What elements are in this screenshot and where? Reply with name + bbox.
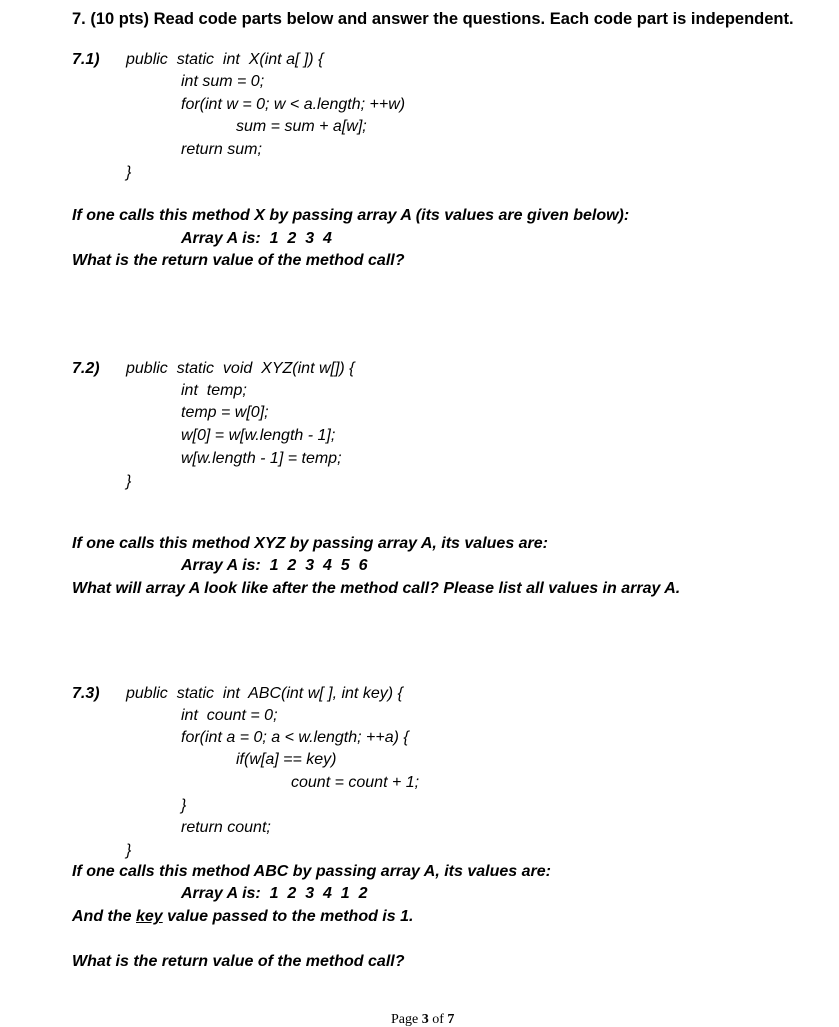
q72-code-line-6: } <box>126 473 132 490</box>
q72-prompt: If one calls this method XYZ by passing array A, its values are: <box>72 535 549 552</box>
page-sep: of <box>428 1012 448 1027</box>
q73-key-line <box>72 909 413 925</box>
page-number <box>391 1013 454 1027</box>
q71-code-line-4: sum = sum + a[w]; <box>236 118 367 135</box>
q72-question: What will array A look like after the method call? Please list all values in array A. <box>72 580 681 597</box>
q72-code-line-3: temp = w[0]; <box>181 404 269 421</box>
q71-prompt: If one calls this method X by passing array A (its values are given below): <box>72 207 630 224</box>
q73-code-line-2: int count = 0; <box>181 707 278 724</box>
page-current: 3 <box>421 1012 429 1027</box>
q72-code-line-1: public static void XYZ(int w[]) { <box>126 360 355 377</box>
q73-code-line-3: for(int a = 0; a < w.length; ++a) { <box>181 729 409 746</box>
q73-code-line-7: return count; <box>181 819 271 836</box>
q73-key-line-before: And the <box>72 908 136 925</box>
q73-code-line-4: if(w[a] == key) <box>236 751 337 768</box>
q71-code-line-1: public static int X(int a[ ]) { <box>126 51 324 68</box>
q73-code-line-5: count = count + 1; <box>291 774 420 791</box>
q72-code-line-2: int temp; <box>181 382 247 399</box>
q73-array: Array A is: 1 2 3 4 1 2 <box>181 885 368 902</box>
page-prefix: Page <box>391 1012 422 1027</box>
q72-array: Array A is: 1 2 3 4 5 6 <box>181 557 368 574</box>
q71-array: Array A is: 1 2 3 4 <box>181 230 332 247</box>
q73-code-line-6: } <box>181 797 187 814</box>
question-title: 7. (10 pts) Read code parts below and answer the questions. Each code part is independent. <box>72 10 794 28</box>
q71-code-line-3: for(int w = 0; w < a.length; ++w) <box>181 96 406 113</box>
q71-code-line-2: int sum = 0; <box>181 73 265 90</box>
q73-key-line-after: value passed to the method is 1. <box>162 908 414 925</box>
q73-question: What is the return value of the method call? <box>72 953 405 970</box>
q72-number: 7.2) <box>72 360 100 377</box>
q73-number: 7.3) <box>72 685 100 702</box>
q72-code-line-5: w[w.length - 1] = temp; <box>181 450 342 467</box>
q71-number: 7.1) <box>72 51 100 68</box>
q73-prompt: If one calls this method ABC by passing array A, its values are: <box>72 863 551 880</box>
q71-code-line-5: return sum; <box>181 141 262 158</box>
page-total: 7 <box>447 1012 455 1027</box>
q73-code-line-1: public static int ABC(int w[ ], int key) { <box>126 685 403 702</box>
q73-key-word: key <box>136 908 163 925</box>
q71-question: What is the return value of the method call? <box>72 252 405 269</box>
q71-code-line-6: } <box>126 164 132 181</box>
q72-code-line-4: w[0] = w[w.length - 1]; <box>181 427 336 444</box>
q73-code-line-8: } <box>126 842 132 859</box>
